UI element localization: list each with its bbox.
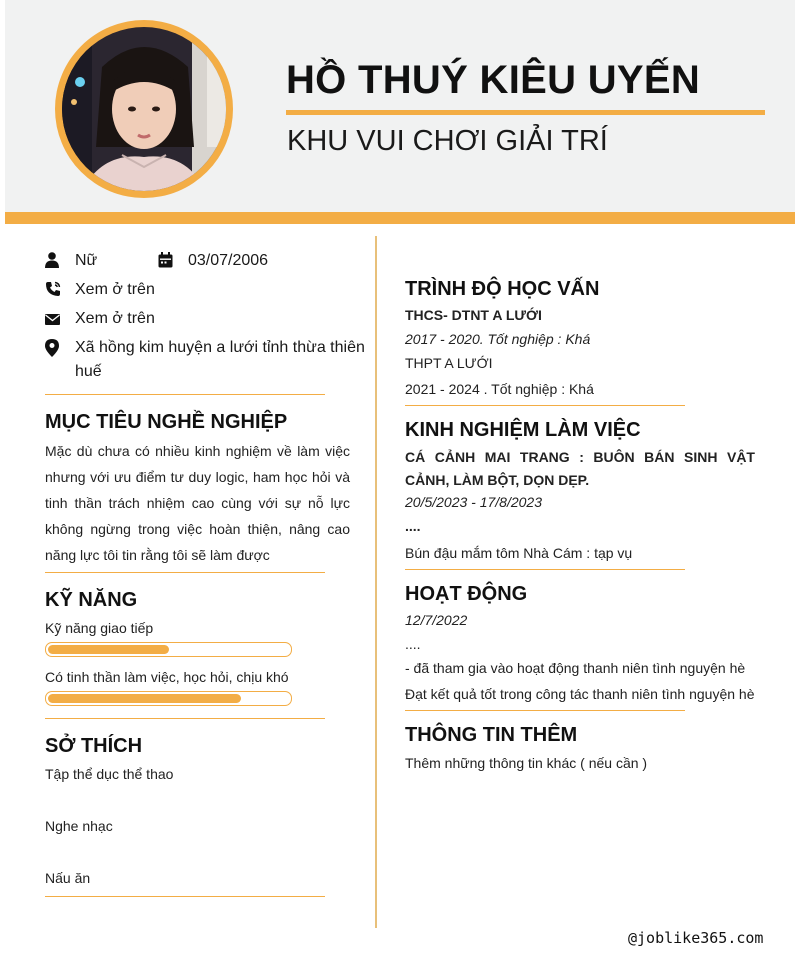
education-title: TRÌNH ĐỘ HỌC VẤN: [405, 278, 600, 300]
map-pin-icon: [45, 339, 61, 357]
calendar-icon: [158, 252, 174, 270]
avatar: [62, 27, 226, 191]
activities-title: HOẠT ĐỘNG: [405, 583, 528, 605]
experience-title: KINH NGHIỆM LÀM VIỆC: [405, 419, 641, 441]
more-info-title: THÔNG TIN THÊM: [405, 724, 578, 746]
hobbies-title: SỞ THÍCH: [45, 735, 143, 757]
gender-value: Nữ: [75, 252, 98, 269]
skill-progress-bar: [45, 691, 292, 706]
birthday-value: 03/07/2006: [188, 252, 269, 269]
email-value: Xem ở trên: [75, 310, 155, 327]
experience-period: 20/5/2023 - 17/8/2023: [405, 494, 543, 510]
skill-progress-bar: [45, 642, 292, 657]
divider: [45, 572, 325, 573]
experience-role: Bún đậu mắm tôm Nhà Cám : tạp vụ: [405, 545, 633, 561]
divider: [45, 718, 325, 719]
activity-detail: ....: [405, 636, 421, 652]
hobby-item: Nấu ăn: [45, 870, 91, 886]
education-school: THCS- DTNT A LƯỚI: [405, 307, 542, 323]
education-period: 2017 - 2020. Tốt nghiệp : Khá: [405, 331, 591, 347]
objective-text: Mặc dù chưa có nhiều kinh nghiệm về làm việc nhưng với ưu điểm tư duy logic, ham học hỏi và tinh thần trách nhiệm cao cùng với sự nỗ lực không ngừng trong việc hoàn thiện, nâng cao năng lực tôi tin rằng tôi sẽ làm được: [45, 443, 350, 563]
hobby-item: Nghe nhạc: [45, 818, 113, 834]
watermark: @joblike365.com: [628, 929, 764, 947]
candidate-name: HỒ THUÝ KIÊU UYẾN: [286, 58, 701, 102]
education-school: THPT A LƯỚI: [405, 355, 493, 371]
envelope-icon: [45, 310, 61, 328]
contact-phone: [45, 278, 355, 302]
contact-birthday: [158, 249, 358, 273]
skill-label: Có tinh thần làm việc, học hỏi, chịu khó: [45, 669, 289, 685]
column-divider: [375, 236, 377, 928]
address-value: Xã hồng kim huyện a lưới tỉnh thừa thiên huế: [75, 339, 365, 380]
skill-label: Kỹ năng giao tiếp: [45, 620, 154, 636]
activity-line: - đã tham gia vào hoạt động thanh niên tình nguyện hè: [405, 660, 746, 676]
activity-date: 12/7/2022: [405, 612, 468, 628]
experience-detail: ....: [405, 518, 421, 534]
divider: [405, 569, 685, 570]
divider: [45, 896, 325, 897]
contact-gender: [45, 249, 155, 273]
person-icon: [45, 252, 61, 270]
phone-icon: [45, 281, 61, 299]
experience-company: CÁ CẢNH MAI TRANG : BUÔN BÁN SINH VẬT CẢNH, LÀM BỘT, DỌN DẸP.: [405, 449, 755, 488]
hobby-item: Tập thể dục thể thao: [45, 766, 174, 782]
header-accent-bar: [5, 212, 795, 224]
desired-position: KHU VUI CHƠI GIẢI TRÍ: [287, 125, 608, 157]
skills-title: KỸ NĂNG: [45, 589, 138, 611]
divider: [45, 394, 325, 395]
divider: [405, 405, 685, 406]
objective-title: MỤC TIÊU NGHỀ NGHIỆP: [45, 411, 288, 433]
more-info-text: Thêm những thông tin khác ( nếu cần ): [405, 755, 648, 771]
phone-value: Xem ở trên: [75, 281, 155, 298]
contact-address: [45, 336, 365, 386]
activity-line: Đạt kết quả tốt trong công tác thanh niên tình nguyện hè: [405, 686, 755, 702]
skill-progress-fill: [48, 694, 241, 703]
skill-progress-fill: [48, 645, 169, 654]
divider: [405, 710, 685, 711]
education-period: 2021 - 2024 . Tốt nghiệp : Khá: [405, 381, 594, 397]
contact-email: [45, 307, 355, 331]
name-underline: [286, 110, 765, 115]
